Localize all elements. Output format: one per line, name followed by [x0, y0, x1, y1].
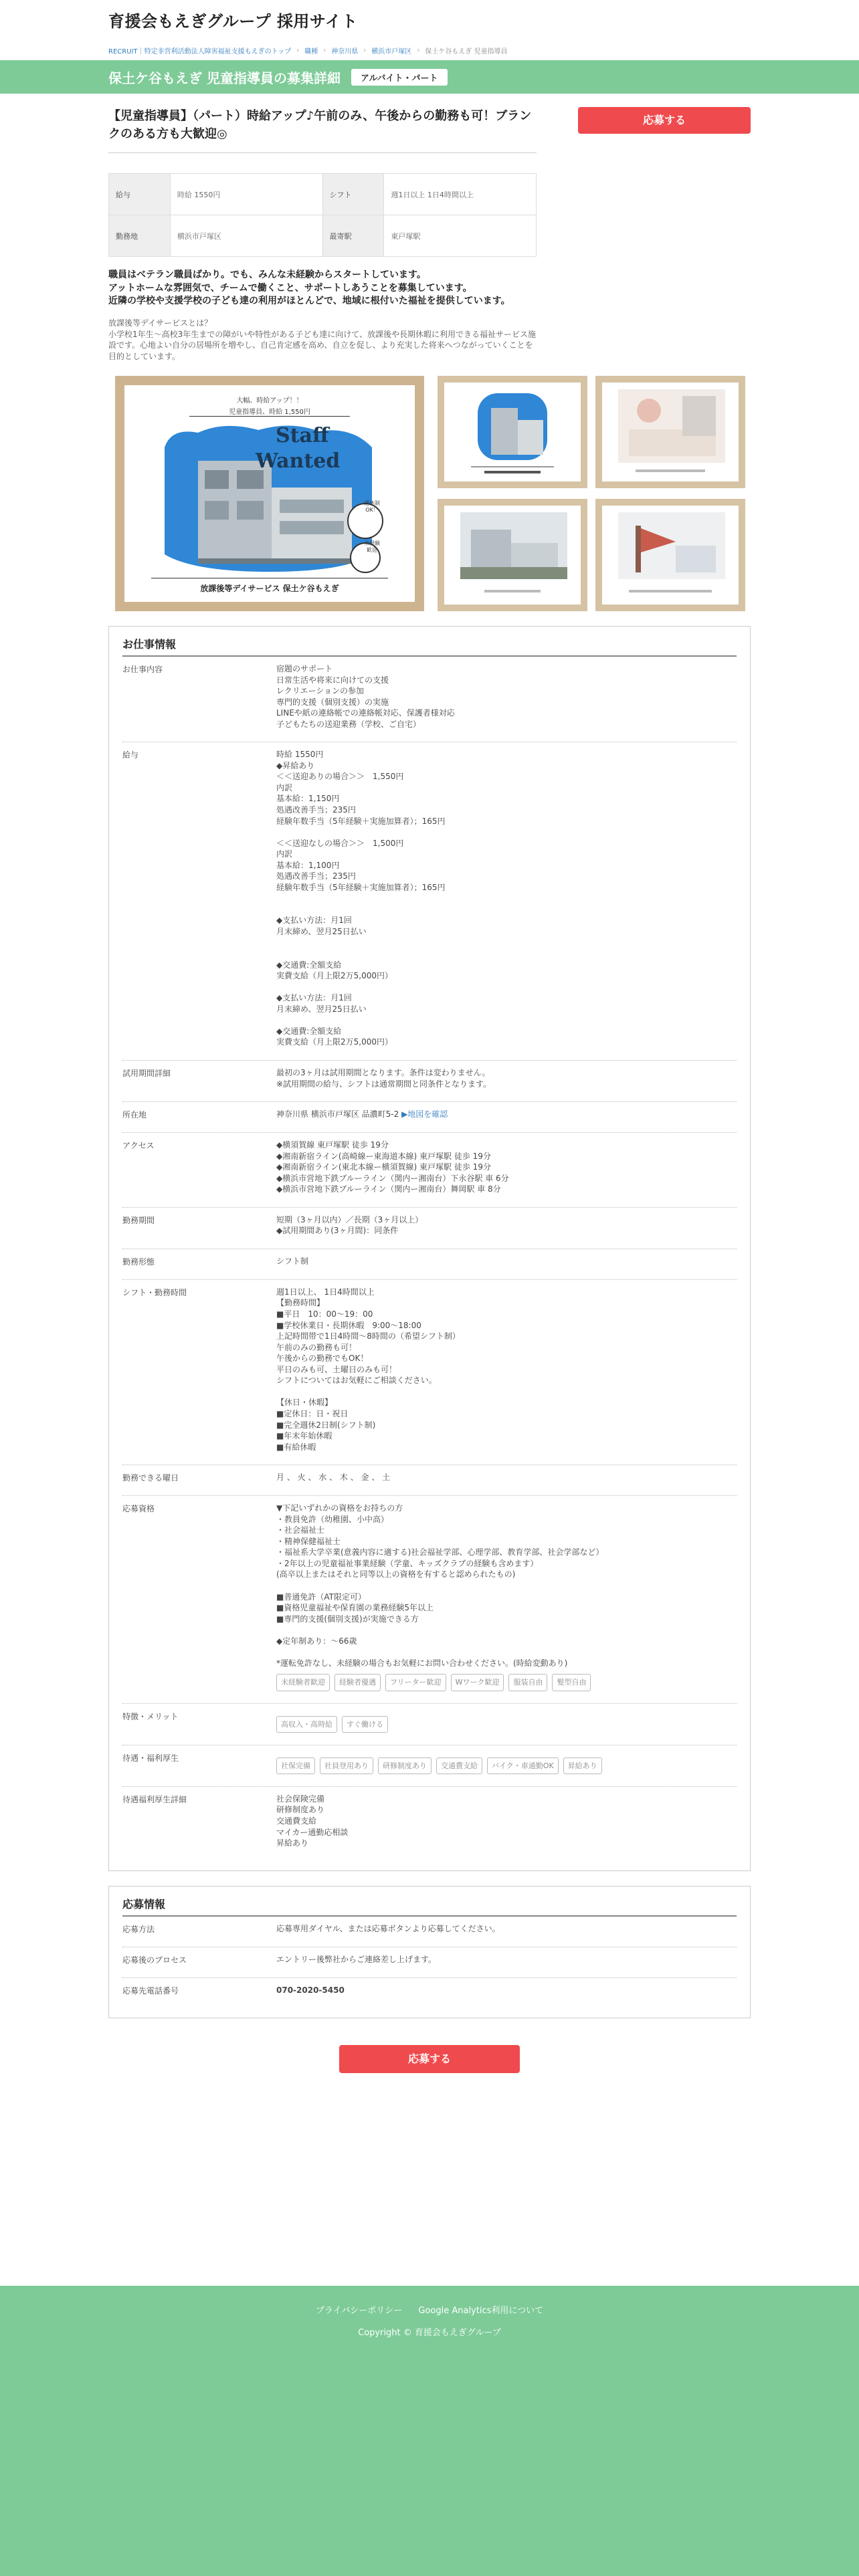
apply-label: 応募方法: [122, 1924, 155, 1934]
info-row-features: [122, 1704, 737, 1745]
job-headline: 【児童指導員】（パート）時給アップ♪午前のみ、午後からの勤務も可！ブランクのある方も大歓迎◎: [108, 107, 537, 153]
apply-button-top[interactable]: 応募する: [578, 107, 751, 134]
job-info-section: [108, 626, 751, 1871]
summary-label-shift: シフト: [322, 174, 384, 215]
breadcrumb-sep: ›: [296, 46, 300, 54]
poster-badge-b1: 未経験: [364, 540, 380, 546]
map-link[interactable]: ▶地図を確認: [401, 1109, 448, 1119]
thumb-activity-photo: [602, 506, 739, 605]
info-label: アクセス: [122, 1141, 155, 1151]
job-title-bar: [0, 60, 859, 94]
apply-info-section: [108, 1886, 751, 2018]
tag: フリーター歓迎: [385, 1674, 446, 1691]
apply-label: 応募先電話番号: [122, 1985, 179, 1996]
apply-phone-number[interactable]: 070-2020-5450: [276, 1985, 345, 1995]
info-row-trial-period: [122, 1061, 737, 1102]
job-info-title: お仕事情報: [122, 627, 737, 657]
info-value: 時給 1550円 ◆昇給あり ＜＜送迎ありの場合＞＞ 1,550円 内訳 基本給：1,150円 処遇改善手当；235円 経験年数手当（5年経験＋実施加算者）；165円 ＜＜送迎なしの場合＞＞ 1,500円 内訳 基本給：1,100円 処遇改善手当；235円 経験年数手当（5年経験＋実施加算者）；165円 ◆支払い方法：月1回 月末締め、翌月25日払い ◆交通費:全額支給 実費支給（月上限2万5,000円） ◆支払い方法：月1回 月末締め、翌月25日払い ◆交通費:全額支給 実費支給（月上限2万5,000円）: [276, 750, 446, 1047]
poster-badge-a1: 週休制: [364, 500, 380, 506]
info-label: お仕事内容: [122, 664, 163, 674]
info-value: 月 、 火 、 水 、 木 、 金 、 土: [276, 1473, 391, 1483]
summary-value-station: 東戸塚駅: [384, 215, 537, 257]
tag: 社保完備: [276, 1757, 315, 1774]
info-row-workdays: [122, 1465, 737, 1496]
footer-link-analytics[interactable]: Google Analytics利用について: [418, 2306, 544, 2316]
info-label: 特徴・メリット: [122, 1711, 179, 1721]
info-label: 待遇・福利厚生: [122, 1753, 179, 1763]
address-text: 神奈川県 横浜市戸塚区 品濃町5-2: [276, 1109, 399, 1119]
tag: Wワーク歓迎: [451, 1674, 504, 1691]
info-label: 勤務期間: [122, 1215, 155, 1225]
summary-value-shift: 週1日以上 1日4時間以上: [384, 174, 537, 215]
job-summary-table: [108, 173, 537, 257]
poster-badge-b2: 歓迎: [367, 546, 377, 553]
apply-button-bottom[interactable]: 応募する: [339, 2045, 520, 2073]
footer-copyright: Copyright © 育援会もえぎグループ: [358, 2328, 501, 2338]
apply-info-title: 応募情報: [122, 1887, 737, 1917]
tag: 髪型自由: [552, 1674, 591, 1691]
info-label: 待遇福利厚生詳細: [122, 1794, 187, 1804]
info-row-work-period: [122, 1208, 737, 1249]
tag: 昇給あり: [563, 1757, 602, 1774]
poster-wanted: Wanted: [256, 449, 341, 473]
summary-label-station: 最寄駅: [322, 215, 384, 257]
summary-label-salary: 給与: [109, 174, 171, 215]
main-content: [108, 107, 751, 2073]
info-label: シフト・勤務時間: [122, 1287, 187, 1297]
job-page-title: 保土ケ谷もえぎ 児童指導員の募集詳細: [108, 70, 341, 86]
breadcrumb-city[interactable]: 横浜市戸塚区: [371, 47, 412, 56]
info-row-work-style: [122, 1249, 737, 1280]
requirements-text: ▼下記いずれかの資格をお持ちの方 ・教員免許（幼稚園、小中高） ・社会福祉士 ・精神保健福祉士 ・福祉系大学卒業(意義内容に適する)社会福祉学部、心理学部、教育学部、社会学部など） ・2年以上の児童福祉事業経験（学童、キッズクラブの経験も含めます） (高卒以上またはそれと同等以上の資格を有すると認められたもの) ■普通免許（AT限定可） ■資格児童福祉や保育園の業務経験5年以上 ■専門的支援(個別支援)が実施できる方 ◆定年制あり：〜66歳 *運転免許なし、未経験の場合もお気軽にお問い合わせください。(時給変動あり): [276, 1503, 604, 1668]
feature-tags: [276, 1716, 737, 1733]
poster-top-line2: 児童指導員、時給 1,550円: [189, 406, 350, 417]
apply-label: 応募後のプロセス: [122, 1955, 187, 1965]
thumbnail-1[interactable]: [438, 376, 587, 488]
thumb-desk-photo: [602, 383, 739, 481]
summary-value-salary: 時給 1550円: [170, 174, 322, 215]
apply-value: エントリー後弊社からご連絡差し上げます。: [276, 1954, 437, 1964]
footer-link-privacy[interactable]: プライバシーポリシー: [315, 2306, 403, 2316]
info-value: シフト制: [276, 1256, 309, 1266]
info-label: 給与: [122, 750, 139, 760]
apply-row-phone: [122, 1978, 737, 2008]
employment-type-badge: アルバイト・パート: [351, 69, 448, 86]
info-value: [276, 1503, 737, 1691]
info-label: 所在地: [122, 1110, 147, 1120]
info-value: [276, 1109, 737, 1120]
info-value: 週1日以上、 1日4時間以上 【勤務時間】 ■平日 10：00〜19：00 ■学校休業日・長期休暇 9:00〜18:00 上記時間帯で1日4時間〜8時間の（希望シフト制） 午前のみの勤務も可！ 午後からの勤務でもOK！ 平日のみも可、土曜日のみも可！ シフトについてはお気軽にご相談ください。 【休日・休暇】 ■定休日：日・祝日 ■完全週休2日制(シフト制) ■年末年始休暇 ■有給休暇: [276, 1287, 460, 1452]
info-label: 試用期間詳細: [122, 1069, 171, 1079]
info-row-shift-hours: [122, 1280, 737, 1465]
tag: 社員登用あり: [320, 1757, 373, 1774]
breadcrumb-category[interactable]: 職種: [304, 47, 318, 56]
site-footer: [0, 2286, 859, 2576]
tag: すぐ働ける: [342, 1716, 388, 1733]
tag: 未経験者歓迎: [276, 1674, 330, 1691]
info-row-access: [122, 1133, 737, 1208]
breadcrumb-current: 保土ケ谷もえぎ 児童指導員: [425, 47, 508, 56]
breadcrumb-sep: ›: [363, 46, 367, 54]
tag: 交通費支給: [436, 1757, 482, 1774]
tag: 服装自由: [508, 1674, 547, 1691]
info-value: 宿題のサポート 日常生活や将来に向けての支援 レクリエーションの参加 専門的支援（個別支援）の実施 LINEや紙の連絡帳での連絡帳対応、保護者様対応 子どもたちの送迎業務（学校、ご自宅）: [276, 663, 455, 729]
tag: 経験者優遇: [335, 1674, 381, 1691]
poster-badge-b: [360, 540, 384, 553]
info-row-benefit-details: [122, 1787, 737, 1861]
apply-row-method: [122, 1917, 737, 1947]
breadcrumb-home[interactable]: RECRUIT｜特定非営利活動法人障害福祉支援もえぎのトップ: [108, 47, 292, 56]
breadcrumb: [108, 40, 751, 60]
main-photo[interactable]: [115, 376, 424, 611]
catch-copy: 職員はベテラン職員ばかり。でも、みんな未経験からスタートしています。 アットホームな雰囲気で、チームで働くこと、サポートしあうことを募集しています。 近隣の学校や支援学校の子ども達の利用がほとんどで、地域に根付いた福祉を提供しています。: [108, 270, 510, 307]
thumbnail-4-image: [602, 506, 739, 605]
thumb-building-photo: [444, 506, 581, 605]
requirement-tags: [276, 1674, 737, 1691]
breadcrumb-prefecture[interactable]: 神奈川県: [331, 47, 359, 56]
thumbnail-2-image: [602, 383, 739, 481]
apply-row-process: [122, 1947, 737, 1978]
breadcrumb-sep: ›: [323, 46, 326, 54]
service-intro: 放課後等デイサービスとは？ 小学校1年生〜高校3年生までの障がいや特性がある子ども達に向けて、放課後や長期休暇に利用できる福祉サービス施設です。心地よい自分の居場所を増やし、自己肯定感を高め、自立を促し、より充実した将来へつながっていくことを目的としています。: [108, 318, 537, 362]
info-value: ◆横須賀線 東戸塚駅 徒歩 19分 ◆湘南新宿ライン(高崎線ー東海道本線) 東戸塚駅 徒歩 19分 ◆湘南新宿ライン(東北本線ー横須賀線) 東戸塚駅 徒歩 19分 ◆横浜市営地下鉄ブルーライン（関内ー湘南台）下永谷駅 車 6分 ◆横浜市営地下鉄ブルーライン（関内ー湘南台）舞岡駅 車 8分: [276, 1140, 509, 1194]
info-value: [276, 1711, 737, 1733]
benefit-tags: [276, 1757, 737, 1774]
summary-value-location: 横浜市戸塚区: [170, 215, 322, 257]
tag: バイク・車通勤OK: [487, 1757, 559, 1774]
info-row-salary: [122, 742, 737, 1061]
site-title[interactable]: 育援会もえぎグループ 採用サイト: [108, 12, 358, 31]
breadcrumb-sep: ›: [417, 46, 420, 54]
thumbnail-1-image: [444, 383, 581, 481]
thumbnail-grid: [438, 376, 745, 611]
thumbnail-2[interactable]: [595, 376, 745, 488]
tag: 研修制度あり: [378, 1757, 432, 1774]
recruit-poster: [124, 385, 415, 602]
poster-badge-a2: OK！: [365, 506, 379, 513]
info-label: 勤務できる曜日: [122, 1473, 179, 1483]
info-row-job-description: [122, 657, 737, 742]
info-value: 最初の3ヶ月は試用期間となります。条件は変わりません。 ※試用期間の給与、シフトは通常期間と同条件となります。: [276, 1068, 492, 1089]
info-value: 短期（3ヶ月以内）／長期（3ヶ月以上） ◆試用期間あり(3ヶ月間)：同条件: [276, 1214, 423, 1236]
info-row-benefits: [122, 1745, 737, 1787]
footer-links: [0, 2303, 859, 2316]
info-row-requirements: [122, 1496, 737, 1703]
info-value: [276, 1752, 737, 1774]
info-value: 社会保険完備 研修制度あり 交通費支給 マイカー通勤応相談 昇給あり: [276, 1794, 349, 1848]
thumbnail-3[interactable]: [438, 499, 587, 611]
poster-top-line1: 大幅、時給アップ！！: [236, 397, 303, 405]
tag: 高収入・高時給: [276, 1716, 337, 1733]
photo-gallery: [108, 376, 751, 611]
info-label: 勤務形態: [122, 1257, 155, 1267]
thumb-poster-illustration: [444, 383, 581, 481]
poster-footer: 放課後等デイサービス 保土ケ谷もえぎ: [151, 578, 388, 594]
site-header: [108, 0, 751, 40]
info-row-address: [122, 1102, 737, 1133]
poster-staff: Staff: [276, 423, 329, 447]
info-label: 応募資格: [122, 1504, 155, 1514]
thumbnail-4[interactable]: [595, 499, 745, 611]
thumbnail-3-image: [444, 506, 581, 605]
poster-badge-a: [359, 500, 385, 513]
summary-label-location: 勤務地: [109, 215, 171, 257]
apply-value: 応募専用ダイヤル、または応募ボタンより応募してください。: [276, 1923, 500, 1933]
